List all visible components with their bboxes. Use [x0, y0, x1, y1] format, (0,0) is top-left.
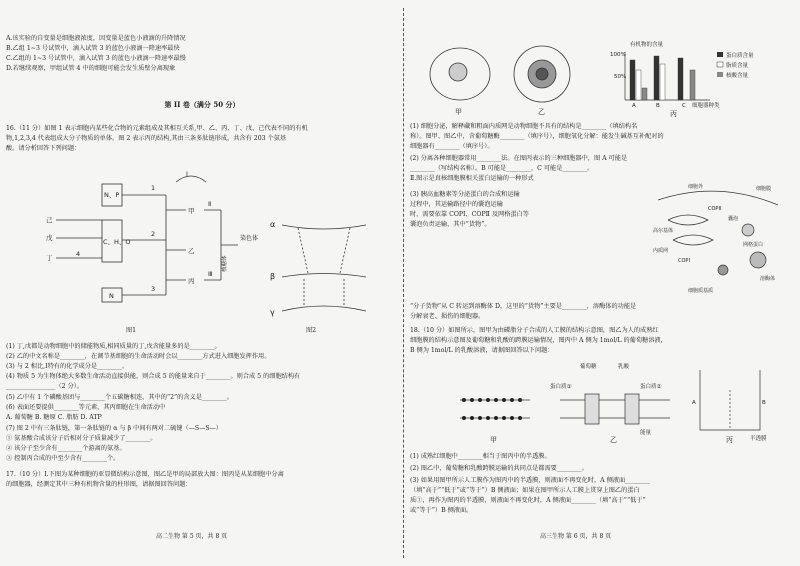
q17-3b: 过程中，其运输路径中的囊泡运输: [410, 201, 503, 208]
label-3: 3: [151, 285, 156, 293]
label-membrane: 细胞膜: [756, 186, 772, 192]
left-column: [6, 0, 398, 566]
option-c: C.乙组的 1~3 号试管中，滴入试管 3 的蓝色小液滴一降速率最慢: [6, 55, 186, 62]
vesicle-diagram: [648, 180, 788, 300]
svg-text:B: B: [656, 103, 660, 109]
chart-bar: [660, 64, 665, 100]
option-d: D.若继续观察，甲组试管 4 中的细胞可能会发生质壁分离现象: [6, 65, 176, 72]
label-ribosome: 核糖体: [222, 255, 228, 272]
label-fig-yi: 乙: [538, 108, 545, 116]
chart-bar: [642, 88, 647, 100]
fig1-caption: 图1: [126, 327, 137, 334]
label-energy: 能量: [640, 430, 652, 436]
chart-xlabel: 细胞器种类: [692, 103, 720, 109]
label-copi: COPⅠ: [678, 258, 690, 264]
label-beta: β: [270, 272, 276, 281]
label-alpha: α: [270, 220, 276, 229]
q17-3f: 分解衰老、损伤的细胞器。: [410, 313, 485, 320]
label-2: 2: [151, 230, 156, 238]
q17-intro-1: 17.（10 分）Ⅰ.下图为某种细胞的亚显微结构示意图，图乙是甲的局部放大图：图丙是从某细胞中分离: [6, 471, 284, 478]
q17-1b: 称）。图甲、图乙中，含葡萄糖酶________（填序号），细胞氧化分解：能发生碱基互补配对的: [410, 133, 664, 140]
label-chromosome: 染色体: [240, 235, 259, 242]
q18-1: (1) 成熟红细胞中________相当于图丙中的半透膜。: [410, 453, 551, 460]
legend-protein: 蛋白质含量: [726, 53, 754, 59]
q17-3d: 囊泡负责运输，其中“货物”。: [410, 221, 491, 228]
q16-1: (1) 丁,戊都是动物细胞中的储能物质,相同质量的丁,戊含能量多的是________。: [6, 343, 221, 350]
q16-6-options: A. 葡萄糖 B. 糖原 C. 脂肪 D. ATP: [6, 414, 102, 421]
chart-bar: [636, 70, 641, 100]
label-protein-2: 蛋白质②: [640, 384, 662, 390]
q17-3c: 时，需要依靠 COPⅠ、COPⅡ 及网格蛋白等: [410, 211, 529, 218]
svg-text:A: A: [632, 103, 636, 109]
label-mem-jia: 甲: [490, 436, 497, 444]
label-protein-1: 蛋白质①: [550, 384, 572, 390]
option-b: B.乙组 1~3 号试管中，滴入试管 3 的蓝色小液滴一降速率最快: [6, 45, 180, 52]
q16-4: (4) 物质 5 为生物体绝大多数生命活动直接供能，则合成 5 的能量来自于________。则合成 5 的细胞结构有: [6, 373, 301, 380]
option-a: A.该实验的自变量是细胞液浓度，因变量是蓝色小液滴的升降情况: [6, 35, 186, 42]
label-clathrin: 网格蛋白: [743, 242, 764, 248]
figure-membranes: [450, 360, 780, 445]
label-lysosome: 溶酶体: [760, 276, 776, 282]
q16-2: (2) 乙的中文名称是________，在调节基细胞的生命活动时会以________方式进入细胞发挥作用。: [6, 353, 271, 360]
q18-3c: 质①，再作为图丙的半透膜，则液面不再变化时，A 侧液面________（填“高于”“低于”: [410, 497, 646, 504]
q18-3d: 或“等于”）B 侧液面。: [410, 507, 473, 514]
chart-bar: [678, 58, 683, 100]
label-roman-3: Ⅲ: [208, 270, 213, 278]
q16-7-2: ② 该分子至少含有________个游离的氨基。: [6, 445, 126, 452]
label-4: 4: [76, 250, 81, 258]
label-copii: COPⅡ: [708, 206, 721, 212]
label-glucose: 葡萄糖: [580, 364, 597, 370]
svg-text:100%: 100%: [610, 52, 626, 58]
q16-intro-1: 16.（11 分）如图 1 表示细胞内某些化合物的元素组成及其相互关系,甲、乙、丙、丁、戊、己代表不同的有机: [6, 125, 308, 132]
figure-2: [268, 215, 373, 330]
q17-2a: (2) 分离各种细胞器常用________法。在图丙表示的三种细胞器中，图 A 可能是: [410, 155, 628, 162]
chart-bar: [654, 56, 659, 100]
label-n: N: [109, 292, 114, 300]
q16-7-1: ① 氨基酸合成该分子后相对分子质量减少了________。: [6, 435, 157, 442]
svg-text:C: C: [682, 103, 686, 109]
label-golgi: 高尔基体: [653, 228, 674, 234]
q17-2b: ________（写结构名称）。B 可能是________，C 可能是________。: [410, 165, 594, 172]
label-outside: 细胞外: [688, 184, 704, 190]
label-yi: 乙: [188, 247, 195, 255]
label-mem-yi: 乙: [610, 436, 617, 444]
legend-lipid: 脂质含量: [726, 63, 749, 69]
section-title: 第 II 卷（满分 50 分）: [164, 100, 240, 109]
label-fig-bing: 丙: [670, 110, 677, 118]
label-np: N、P: [104, 191, 120, 199]
chart-title: 有机物的含量: [630, 42, 664, 48]
q18-intro-3: B 侧为 1mol/L 的乳酸溶液，请据图回答以下问题：: [410, 347, 554, 354]
label-a-side: A: [692, 400, 696, 406]
q18-3b: （填“高于”“低于”或“等于”）B 侧液面；如果在图甲所示人工膜上贯穿上图乙的蛋白: [410, 487, 640, 494]
label-cytoplasm: 细胞质基质: [688, 288, 714, 294]
label-roman-1: Ⅰ: [186, 170, 188, 178]
label-wu: 戊: [46, 234, 53, 242]
q18-2: (2) 图乙中，葡萄糖和乳酸跨膜运输的共同点是都需要________。: [410, 465, 588, 472]
organelle-chart: [625, 52, 710, 100]
label-ji: 己: [46, 216, 53, 224]
svg-text:50%: 50%: [614, 74, 627, 80]
label-er: 内质网: [653, 248, 669, 254]
legend-nucleic: 核酸含量: [726, 73, 749, 79]
label-fig-jia: 甲: [455, 108, 462, 116]
label-b-side: B: [762, 400, 766, 406]
q18-intro-2: 细胞膜的结构示意图及葡萄糖和乳酸的跨膜运输情况，图丙中 A 侧为 1mol/L 的葡萄糖溶液，: [410, 337, 667, 344]
q17-1a: (1) 细胞分泌，解释藏和粗面内质网是动物细胞不具有的结构是________（填结构名: [410, 123, 638, 130]
label-ding: 丁: [46, 254, 53, 262]
label-1: 1: [151, 184, 156, 192]
right-footer: 高三生物 第 6 页，共 8 页: [540, 533, 612, 540]
q16-7: (7) 图 2 中有三条肽链，第一条肽链的 α 与 β 中间有两对二硫键（—S—S—）: [6, 425, 222, 432]
label-semipermeable: 半透膜: [750, 436, 767, 442]
q17-3e: “分子货物”从 C 转运到溶酶体 D，这里的“货物”主要是________，溶酶体的功能是: [410, 303, 637, 310]
label-cho: C、H、O: [103, 238, 131, 246]
q16-5: (5) 乙中有 1 个磷酸基团与________个五碳糖相连，其中的“2”的含义是________。: [6, 394, 233, 401]
label-bing: 丙: [188, 277, 195, 285]
q17-intro-2: 的细胞器，经测定其中三种有机物含量的柱形图，请据图回答问题：: [6, 481, 192, 488]
q18-intro-1: 18.（10 分）如图所示，图甲为由磷脂分子合成的人工膜的结构示意图，图乙为人的成熟红: [410, 327, 659, 334]
q17-ii: Ⅱ.图示是真核细胞膜相关蛋白运输的一种形式: [410, 175, 534, 182]
q16-7-3: ③ 控制丙合成的中至少含有________个。: [6, 455, 120, 462]
figure-1: [26, 160, 259, 315]
q17-1c: 细胞器有________（填序号）。: [410, 143, 494, 150]
figure-cells: [420, 38, 790, 118]
label-mem-bing: 丙: [726, 436, 733, 444]
q16-4b: ________________（2 分）。: [6, 383, 84, 390]
label-jia: 甲: [188, 207, 195, 215]
q16-3: (3) 与 2 相比,Ⅰ特有的化学成分是________。: [6, 363, 129, 370]
q16-6: (6) 表面还要提供________等元素，其丙细胞在生命活动中: [6, 404, 166, 411]
label-vesicle: 囊泡: [728, 216, 739, 222]
chart-bar: [690, 70, 695, 100]
label-lactic: 乳酸: [618, 364, 630, 370]
q16-intro-2: 物,1,2,3,4 代表组成大分子物质的单体。图 2 表示丙的结构,其由三条多肽链形成，共含有 203 个氨基: [6, 135, 287, 142]
q17-3a: (3) 胰高血糖素等分泌蛋白的合成和运输: [410, 191, 520, 198]
right-column: [410, 0, 794, 566]
chart-bar: [630, 60, 635, 100]
label-roman-2: Ⅱ: [208, 200, 212, 208]
fig2-caption: 图2: [306, 327, 317, 334]
column-divider: [403, 8, 404, 558]
q16-intro-3: 酸。请分析回答下列问题：: [6, 145, 81, 152]
q18-3a: (3) 如果用图甲所示人工膜作为图丙中的半透膜，则液面不再变化时，A 侧液面________: [410, 477, 650, 484]
left-footer: 高二生物 第 5 页，共 8 页: [156, 533, 228, 540]
label-gamma: γ: [270, 308, 275, 317]
